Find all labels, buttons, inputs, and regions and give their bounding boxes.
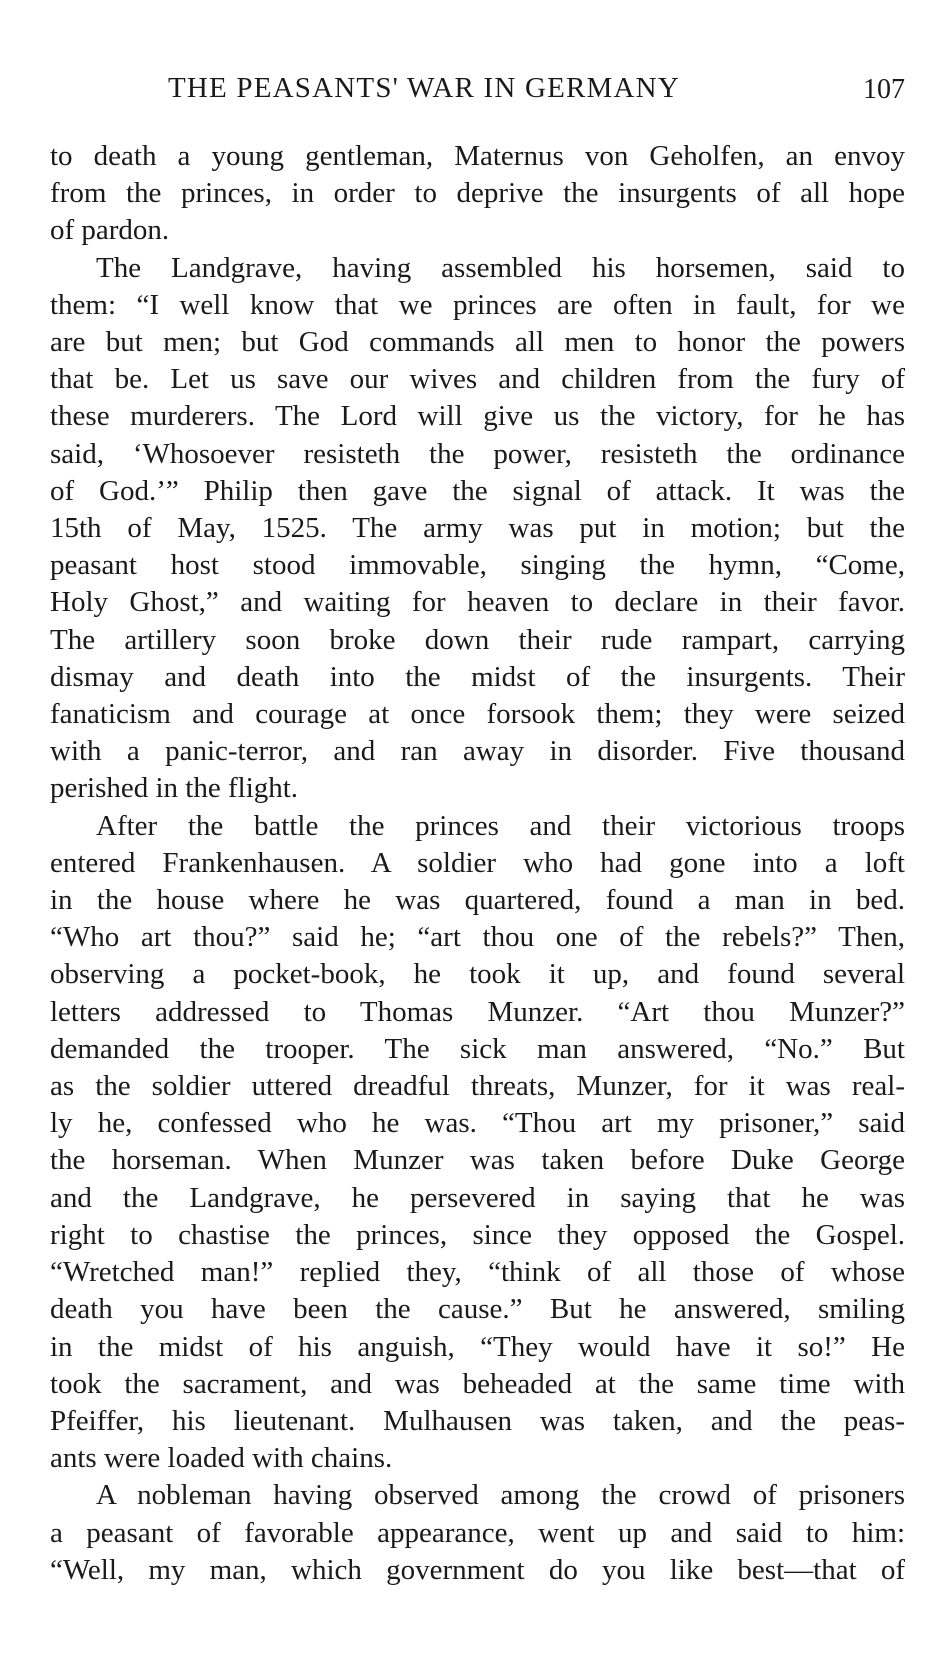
page-number: 107	[863, 74, 905, 105]
text-line: peasant host stood immovable, singing the hymn, “Come,	[50, 549, 905, 582]
running-title: THE PEASANTS' WAR IN GERMANY	[168, 72, 680, 104]
text-line: After the battle the princes and their victorious troops	[96, 809, 905, 842]
text-line: dismay and death into the midst of the insurgents. Their	[50, 660, 905, 693]
text-line: Holy Ghost,” and waiting for heaven to declare in their favor.	[50, 586, 905, 619]
text-line: ants were loaded with chains.	[50, 1442, 393, 1475]
text-line: are but men; but God commands all men to honor the powers	[50, 326, 905, 359]
book-page	[50, 70, 905, 1589]
paragraph	[50, 138, 905, 250]
text-line: to death a young gentleman, Maternus von Geholfen, an envoy	[50, 140, 905, 172]
text-line: The artillery soon broke down their rude rampart, carrying	[50, 623, 905, 656]
text-line: A nobleman having observed among the crowd of prisoners	[96, 1479, 905, 1512]
text-line: in the house where he was quartered, found a man in bed.	[50, 884, 905, 917]
text-line: as the soldier uttered dreadful threats, Munzer, for it was real-	[50, 1070, 905, 1103]
text-line: from the princes, in order to deprive the insurgents of all hope	[50, 177, 905, 210]
text-line: of pardon.	[50, 214, 170, 247]
text-line: the horseman. When Munzer was taken before Duke George	[50, 1144, 905, 1177]
paragraph	[50, 1477, 905, 1589]
paragraph	[50, 250, 905, 808]
text-line: “Wretched man!” replied they, “think of all those of whose	[50, 1256, 905, 1289]
paragraph	[50, 808, 905, 1478]
text-line: and the Landgrave, he persevered in saying that he was	[50, 1181, 905, 1214]
text-line: said, ‘Whosoever resisteth the power, resisteth the ordinance	[50, 437, 905, 470]
text-line: letters addressed to Thomas Munzer. “Art thou Munzer?”	[50, 995, 905, 1028]
text-line: right to chastise the princes, since they opposed the Gospel.	[50, 1218, 905, 1251]
text-line: “Well, my man, which government do you like best—that of	[50, 1553, 905, 1586]
text-line: that be. Let us save our wives and children from the fury of	[50, 363, 905, 396]
text-line: a peasant of favorable appearance, went up and said to him:	[50, 1516, 905, 1549]
text-line: The Landgrave, having assembled his horsemen, said to	[96, 251, 905, 284]
text-line: death you have been the cause.” But he answered, smiling	[50, 1293, 905, 1326]
running-head	[50, 70, 905, 120]
text-line: demanded the trooper. The sick man answered, “No.” But	[50, 1032, 905, 1065]
text-line: ly he, confessed who he was. “Thou art my prisoner,” said	[50, 1107, 905, 1140]
text-line: observing a pocket-book, he took it up, and found several	[50, 958, 905, 991]
text-line: “Who art thou?” said he; “art thou one of the rebels?” Then,	[50, 921, 905, 954]
body-text	[50, 138, 905, 1589]
text-line: fanaticism and courage at once forsook them; they were seized	[50, 698, 905, 731]
text-line: these murderers. The Lord will give us the victory, for he has	[50, 400, 905, 433]
text-line: took the sacrament, and was beheaded at the same time with	[50, 1367, 905, 1400]
text-line: of God.’” Philip then gave the signal of attack. It was the	[50, 474, 905, 507]
text-line: Pfeiffer, his lieutenant. Mulhausen was taken, and the peas-	[50, 1404, 905, 1437]
text-line: entered Frankenhausen. A soldier who had gone into a loft	[50, 846, 905, 879]
text-line: in the midst of his anguish, “They would have it so!” He	[50, 1330, 905, 1363]
text-line: 15th of May, 1525. The army was put in motion; but the	[50, 512, 905, 545]
text-line: perished in the flight.	[50, 772, 299, 805]
text-line: them: “I well know that we princes are often in fault, for we	[50, 288, 905, 321]
text-line: with a panic-terror, and ran away in disorder. Five thousand	[50, 735, 905, 768]
